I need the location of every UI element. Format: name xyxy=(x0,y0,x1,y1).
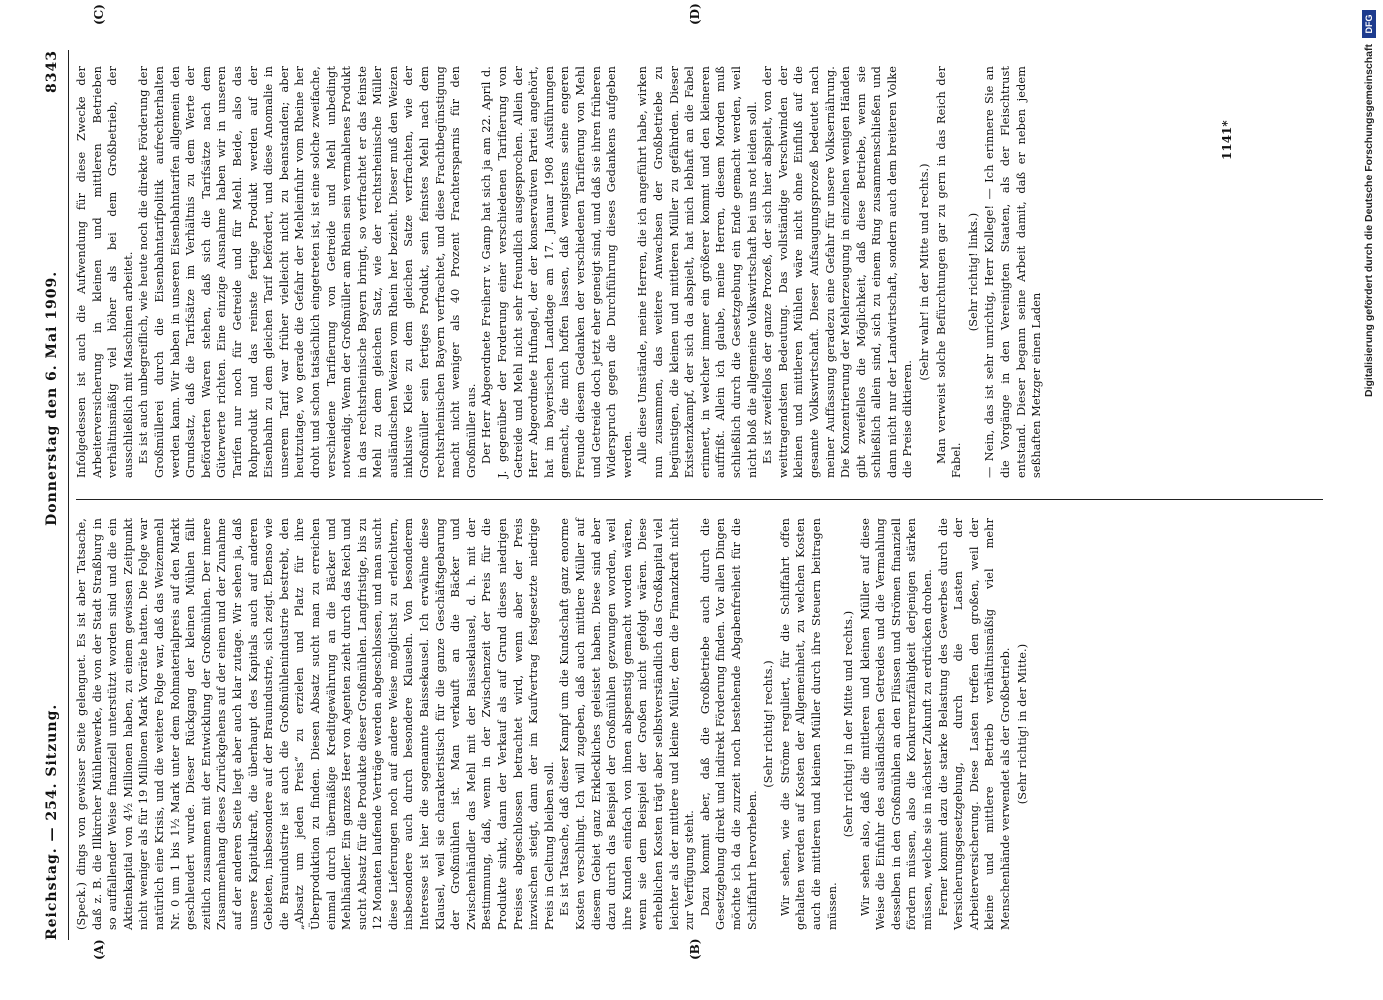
left-column xyxy=(74,518,1323,930)
paragraph: — Nein, das ist sehr unrichtig, Herr Kollege! — Ich erinnere Sie an die Vorgänge in den Vereinigten Staaten, als der Fleischtrust entstand. Dieser begann seine Arbeit damit, daß er neben jedem seßhaften Metzger einen Laden xyxy=(983,66,1044,478)
paragraph: Man verweist solche Befürchtungen gar zu gern in das Reich der Fabel. xyxy=(934,66,964,478)
footer-code: 1141* xyxy=(1220,120,1234,160)
header-rule xyxy=(68,50,69,940)
paragraph: Es ist auch unbegreiflich, wie heute noch die direkte Förderung der Großmüllerei durch die Eisenbahntarifpolitik aufrechterhalten werden kann. Wir haben in unseren Eisenbahntarifen allgemein den Grundsatz, daß die Tarifsätze im Verhältnis zu dem Werte der beförderten Waren stehen, daß sich die Tarifsätze nach dem Güterwerte richten. Eine einzige Ausnahme haben wir in unseren Tarifen nur noch für Getreide und für Mehl. Beide, also das Rohprodukt und das reinste fertige Produkt werden auf der Eisenbahn zu dem gleichen Tarif befördert, und diese Anomalie in unserem Tarif war früher vielleicht nicht zu beanstanden; aber heutzutage, wo gerade die Gefahr der Mehleinfuhr vom Rheine her droht und schon tatsächlich eingetreten ist, ist eine solche zweifache, verschiedene Tarifierung von Getreide und Mehl unbedingt notwendig. Wenn der Großmüller am Rhein sein vermahlenes Produkt in das rechtsrheinische Bayern bringt, so verfrachtet er das feinste Mehl zu dem gleichen Satz, wie der rechtsrheinische Müller ausländischen Weizen vom Rhein her bezieht. Dieser muß den Weizen inklusive Kleie zu dem gleichen Satze verfrachten, wie der Großmüller sein fertiges Produkt, sein feinstes Mehl nach dem rechtsrheinischen Bayern verfrachtet, und diese Frachtbegünstigung macht nicht weniger als 40 Prozent Frachtersparnis für den Großmüller aus. xyxy=(137,66,478,478)
margin-marker-b: (B) xyxy=(688,938,702,960)
page-number: 8343 xyxy=(44,50,60,93)
interjection: (Sehr richtig! in der Mitte.) xyxy=(1015,643,1029,805)
interjection: (Sehr richtig! in der Mitte und rechts.) xyxy=(842,610,856,838)
interjection: (Sehr wahr! in der Mitte und rechts.) xyxy=(918,163,932,381)
paragraph: Es ist zweifellos der ganze Prozeß, der sich hier abspielt, von der weittragendsten Bedeutung. Das vollständige Verschwinden der kleinen und mittleren Mühlen wäre nicht ohne Einfluß auf die gesamte Volkswirtschaft. Dieser Aufsaugungsprozeß bedeutet nach meiner Auffassung geradezu eine Gefahr für unsere Volksernährung. Die Konzentrierung der Mehlerzeugung in einzelnen wenigen Händen gibt zweifellos die Möglichkeit, daß diese Betriebe, wenn sie schließlich allein sind, sich zu einem Ring zusammenschließen und dann nicht nur der Landwirtschaft, sondern auch dem breiteren Volke die Preise diktieren. xyxy=(761,66,915,478)
header-center: Donnerstag den 6. Mai 1909. xyxy=(44,270,60,526)
column-divider xyxy=(76,499,1323,500)
margin-marker-a: (A) xyxy=(92,939,106,960)
interjection: (Sehr richtig! links.) xyxy=(966,212,980,332)
paragraph: Es ist Tatsache, daß dieser Kampf um die Kundschaft ganz enorme Kosten verschlingt. Ich will zugeben, daß auch mittlere Müller auf diesem Gebiet ganz Erkleckliches geleistet haben. Diese sind aber dazu durch das Beispiel der Großmühlen gezwungen worden, weil ihre Kunden einfach von ihnen abspenstig gemacht worden wären, wenn sie dem Beispiel der Großen nicht gefolgt wären. Diese erheblichen Kosten trägt aber selbstverständlich das Großkapital viel leichter als der mittlere und kleine Müller, dem die Finanzkraft nicht zur Verfügung steht. xyxy=(558,518,697,930)
interjection: (Sehr richtig! rechts.) xyxy=(762,660,776,788)
paragraph: Ferner kommt dazu die starke Belastung des Gewerbes durch die Versicherungsgesetzgebung, durch die Lasten der Arbeiterversicherung. Diese Lasten treffen den großen, weil der kleine und mittlere Betrieb verhältnismäßig viel mehr Menschenhände verwendet als der Großbetrieb. xyxy=(936,518,1013,930)
paragraph: Alle diese Umstände, meine Herren, die ich angeführt habe, wirken nun zusammen, das weitere Anwachsen der Großbetriebe zu begünstigen, die kleinen und mittleren Müller zu gefährden. Dieser Existenzkampf, der sich da abspielt, hat mich lebhaft an die Fabel erinnert, in welcher immer ein größerer kommt und den kleineren auffrißt. Allein ich glaube, meine Herren, diesem Morden muß schließlich durch die Gesetzgebung ein Ende gemacht werden, weil nicht bloß die allgemeine Volkswirtschaft bei uns not leiden soll. xyxy=(636,66,759,478)
right-column xyxy=(74,66,1323,478)
watermark xyxy=(1345,10,1375,990)
paragraph: Der Herr Abgeordnete Freiherr v. Gamp hat sich ja am 22. April d. J. gegenüber der Forderung einer verschiedenen Tarifierung von Getreide und Mehl nicht sehr freundlich ausgesprochen. Allein der Herr Abgeordnete Hufnagel, der der konservativen Partei angehört, hat im bayerischen Landtage am 17. Januar 1908 Ausführungen gemacht, die mich hoffen lassen, daß wenigstens seine engeren Freunde diesem Gedanken der verschiedenen Tarifierung von Mehl und Getreide doch jetzt eher geneigt sind, und daß sie ihren früheren Widerspruch gegen die Durchführung dieses Gedankens aufgeben werden. xyxy=(480,66,634,478)
dfg-logo: DFG xyxy=(1362,10,1376,38)
paragraph: Infolgedessen ist auch die Aufwendung für diese Zwecke der Arbeiterversicherung in kleinen und mittleren Betrieben verhältnismäßig viel höher als bei dem Großbetrieb, der ausschließlich mit Maschinen arbeitet. xyxy=(75,66,135,478)
margin-marker-c: (C) xyxy=(92,4,106,25)
page-header xyxy=(44,50,66,940)
paragraph: (Speck.) dings von gewisser Seite gelenguet. Es ist aber Tatsache, daß z. B. die Illkircher Mühlenwerke, die von der Stadt Straßburg in so auffallender Weise finanziell unterstützt worden sind und die ein Aktienkapital von 4½ Millionen haben, zu einem gewissen Zeitpunkt nicht weniger als für 19 Millionen Mark Vorräte hatten. Die Folge war natürlich eine Krisis, und die weitere Folge war, daß das Weizenmehl Nr. 0 um 1 bis 1½ Mark unter dem Rohmaterialpreis auf den Markt geschleudert wurde. Dieser Rückgang der kleinen Mühlen fällt zeitlich zusammen mit der Entwicklung der Großmühlen. Der innere Zusammenhang dieses Zurückgehens auf der einen und der Zunahme auf der anderen Seite liegt aber auch klar zutage. Wir sehen ja, daß unsere Kapitalkraft, die überhaupt des Kapitals auch auf anderen Gebieten, insbesondere auf der Brauindustrie, sich zeigt. Ebenso wie die Brauindustrie ist auch die Großmühlenindustrie bestrebt, den „Absatz um jeden Preis“ zu erzielen und Platz für ihre Überproduktion zu finden. Diesen Absatz sucht man zu erreichen einmal durch übermäßige Kreditgewährung an die Bäcker und Mehlhändler. Ein ganzes Heer von Agenten zieht durch das Reich und sucht Absatz für die Produkte dieser Großmühlen. Langfristige, bis zu 12 Monaten laufende Verträge werden abgeschlossen, und man sucht diese Lieferungen noch auf andere Weise möglichst zu erleichtern, insbesondere auch durch besondere Klauseln. Von besonderem Interesse ist hier die sogenannte Baissekausel. Ich erwähne diese Klausel, weil sie charakteristisch für die ganze Geschäftsgebarung der Großmühlen ist. Man verkauft an die Bäcker und Zwischenhändler das Mehl mit der Baisseklausel, d. h. mit der Bestimmung, daß, wenn in der Zwischenzeit der Preis für die Produkte sinkt, dann der Verkauf als auf Grund dieses niedrigen Preises abgeschlossen betrachtet wird, wenn aber der Preis inzwischen steigt, dann der im Kaufvertrag festgesetzte niedrige Preis in Geltung bleiben soll. xyxy=(75,518,556,930)
paragraph: Dazu kommt aber, daß die Großbetriebe auch durch die Gesetzgebung direkt und indirekt Förderung finden. Vor allen Dingen möchte ich da die zurzeit noch bestehende Abgabenfreiheit für die Schiffahrt hervorheben. xyxy=(698,518,759,930)
margin-marker-d: (D) xyxy=(688,3,702,25)
header-left: Reichstag. — 254. Sitzung. xyxy=(44,703,60,940)
watermark-text: Digitalisierung gefördert durch die Deutsche Forschungsgemeinschaft xyxy=(1363,44,1375,397)
paragraph: Wir sehen also, daß die mittleren und kleinen Müller auf diese Weise die Einfuhr des ausländischen Getreides und die Vermahlung desselben in den Großmühlen an den Flüssen und Strömen finanziell fördern müssen, also die Konkurrenzfähigkeit derjenigen stärken müssen, welche sie in nächster Zukunft zu erdrücken drohen. xyxy=(858,518,935,930)
paragraph: Wir sehen, wie die Ströme reguliert, für die Schiffahrt offen gehalten werden auf Kosten der Allgemeinheit, zu welchen Kosten auch die mittleren und kleinen Müller durch ihre Steuern beitragen müssen. xyxy=(778,518,839,930)
